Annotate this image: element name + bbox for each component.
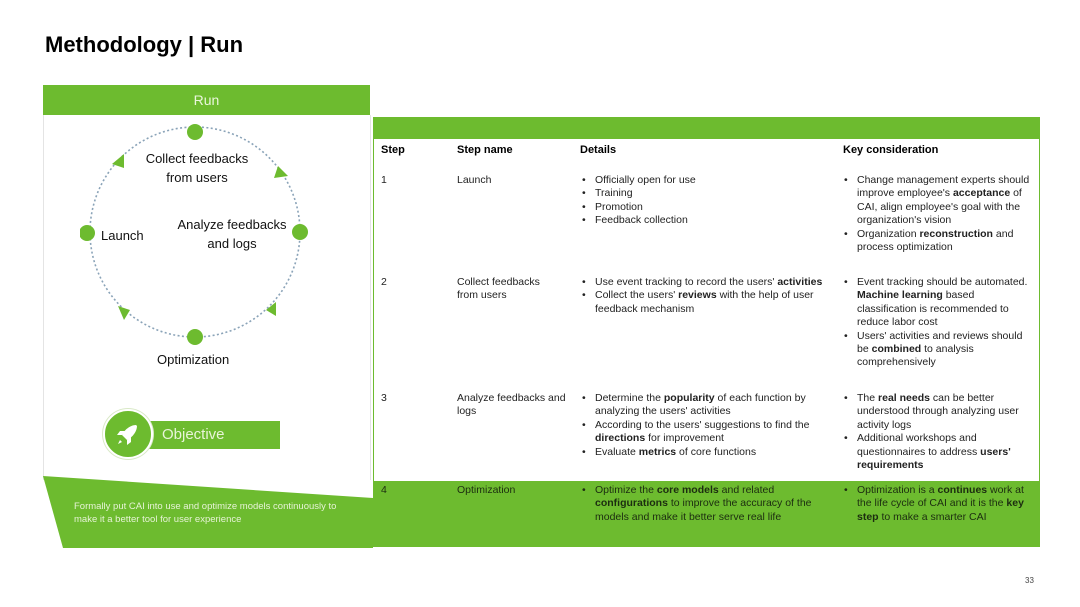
column-header-key-consideration: Key consideration xyxy=(843,144,939,156)
bullet-item: • Feedback collection xyxy=(581,214,826,227)
cycle-node-right xyxy=(292,224,308,240)
bullet-item: • Determine the popularity of each function by analyzing the users' activities xyxy=(581,392,826,419)
row4-details xyxy=(581,484,826,524)
bullet-item: • Optimize the core models and related configurations to improve the accuracy of the models and make it better serve real life xyxy=(581,484,826,524)
cycle-label-right: Analyze feedbacks and logs xyxy=(177,217,287,251)
bullet-item: • According to the users' suggestions to find the directions for improvement xyxy=(581,419,826,446)
column-header-step-name: Step name xyxy=(457,144,513,156)
run-header-bar: Run xyxy=(43,85,370,115)
bullet-item: • Additional workshops and questionnaires to address users' requirements xyxy=(843,432,1033,472)
row3-key xyxy=(843,392,1033,472)
rocket-icon xyxy=(105,411,151,457)
bullet-item: • The real needs can be better understood through analyzing user activity logs xyxy=(843,392,1033,432)
row1-name: Launch xyxy=(457,174,492,186)
cycle-node-bottom xyxy=(187,329,203,345)
row4-name: Optimization xyxy=(457,484,516,496)
bullet-item: • Organization reconstruction and process optimization xyxy=(843,228,1033,255)
cycle-label-bottom: Optimization xyxy=(157,352,230,367)
bullet-item: • Promotion xyxy=(581,201,826,214)
bullet-item: • Optimization is a continues work at the life cycle of CAI and it is the key step to make a smarter CAI xyxy=(843,484,1033,524)
cycle-label-left: Launch xyxy=(101,228,144,243)
cycle-label-top: Collect feedbacks from users xyxy=(145,151,249,185)
row1-step: 1 xyxy=(381,174,387,186)
row2-name: Collect feedbacks from users xyxy=(457,276,540,302)
column-header-details: Details xyxy=(580,144,617,156)
bullet-item: • Evaluate metrics of core functions xyxy=(581,446,826,459)
row2-step: 2 xyxy=(381,276,387,288)
bullet-item: • Event tracking should be automated. Machine learning based classification is recommended to reduce labor cost xyxy=(843,276,1033,330)
bullet-item: • Training xyxy=(581,187,826,200)
row1-key xyxy=(843,174,1033,254)
table-header-bar xyxy=(373,117,1040,139)
page-number: 33 xyxy=(1025,576,1034,585)
bullet-item: • Change management experts should improve employee's acceptance of CAI, align employee's goal with the organization's vision xyxy=(843,174,1033,228)
row4-step: 4 xyxy=(381,484,387,496)
cycle-node-top xyxy=(187,124,203,140)
column-header-step: Step xyxy=(381,144,405,156)
objective-bar: Objective xyxy=(148,421,280,449)
bullet-item: • Use event tracking to record the users' activities xyxy=(581,276,826,289)
row2-key xyxy=(843,276,1033,370)
arrow-icon xyxy=(118,306,130,320)
row4-key xyxy=(843,484,1033,524)
page-title: Methodology | Run xyxy=(45,32,244,57)
row3-step: 3 xyxy=(381,392,387,404)
cycle-node-left xyxy=(80,225,95,241)
row1-details xyxy=(581,174,826,228)
arrow-icon xyxy=(274,166,288,178)
bullet-item: • Officially open for use xyxy=(581,174,826,187)
row2-details xyxy=(581,276,826,316)
bullet-item: • Collect the users' reviews with the help of user feedback mechanism xyxy=(581,289,826,316)
row3-name: Analyze feedbacks and logs xyxy=(457,392,566,418)
objective-badge xyxy=(103,409,153,459)
bullet-item: • Users' activities and reviews should be combined to analysis comprehensively xyxy=(843,330,1033,370)
row3-details xyxy=(581,392,826,459)
objective-text: Formally put CAI into use and optimize models continuously to make it a better tool for user experience xyxy=(74,501,337,525)
